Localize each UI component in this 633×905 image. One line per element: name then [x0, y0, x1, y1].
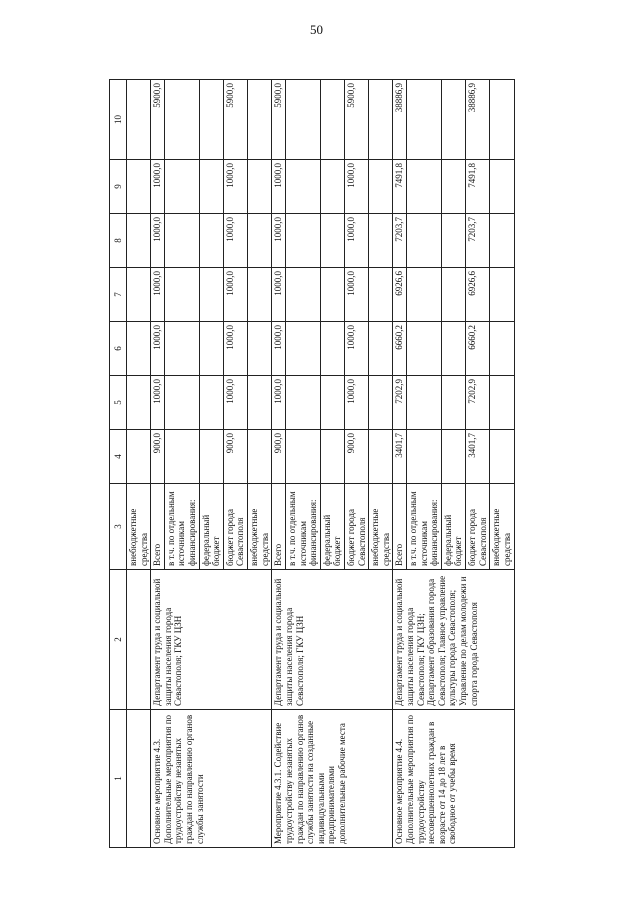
source-cell: внебюджетные средства	[127, 484, 151, 570]
value-cell	[441, 160, 465, 214]
source-cell: внебюджетные средства	[369, 484, 393, 570]
value-cell: 1000,0	[223, 160, 247, 214]
col-header: 8	[110, 214, 127, 268]
col-header: 3	[110, 484, 127, 570]
value-cell	[127, 430, 151, 484]
source-cell: внебюджетные средства	[248, 484, 272, 570]
executor-cell: Департамент труда и социальной защиты населения города Севастополя; ГКУ ЦЗН; Департамент образования города Севастополя; Главное управление культуры города Севастополя; Управление по делам молодежи и спорта города Севастополя	[393, 570, 514, 710]
value-cell: 38886,9	[393, 80, 407, 160]
table-row	[127, 80, 151, 848]
value-cell	[248, 430, 272, 484]
value-cell: 1000,0	[151, 160, 165, 214]
source-cell: Всего	[272, 484, 286, 570]
value-cell	[199, 376, 223, 430]
col-header: 7	[110, 268, 127, 322]
source-cell: в т.ч. по отдельным источникам финансирования:	[285, 484, 320, 570]
value-cell	[407, 160, 442, 214]
source-cell: в т.ч. по отдельным источникам финансирования:	[407, 484, 442, 570]
value-cell: 1000,0	[151, 322, 165, 376]
value-cell	[199, 322, 223, 376]
source-cell: внебюджетные средства	[490, 484, 514, 570]
value-cell: 6660,2	[393, 322, 407, 376]
value-cell	[407, 80, 442, 160]
source-cell: Всего	[151, 484, 165, 570]
value-cell	[369, 214, 393, 268]
value-cell: 7491,8	[466, 160, 490, 214]
value-cell	[127, 322, 151, 376]
value-cell	[490, 268, 514, 322]
value-cell	[127, 80, 151, 160]
value-cell: 7202,9	[466, 376, 490, 430]
value-cell: 1000,0	[344, 214, 368, 268]
col-header: 2	[110, 570, 127, 710]
value-cell: 6926,6	[466, 268, 490, 322]
value-cell	[164, 80, 199, 160]
value-cell	[407, 430, 442, 484]
value-cell: 1000,0	[151, 268, 165, 322]
value-cell: 7491,8	[393, 160, 407, 214]
value-cell	[127, 160, 151, 214]
value-cell: 1000,0	[151, 214, 165, 268]
value-cell: 900,0	[151, 430, 165, 484]
value-cell	[490, 322, 514, 376]
value-cell	[248, 376, 272, 430]
value-cell: 7202,9	[393, 376, 407, 430]
source-cell: федеральный бюджет	[441, 484, 465, 570]
value-cell	[164, 376, 199, 430]
value-cell	[490, 160, 514, 214]
value-cell: 1000,0	[223, 268, 247, 322]
value-cell: 1000,0	[272, 214, 286, 268]
value-cell	[369, 268, 393, 322]
col-header: 5	[110, 376, 127, 430]
value-cell	[369, 322, 393, 376]
executor-cell	[127, 570, 151, 710]
value-cell: 1000,0	[344, 322, 368, 376]
value-cell	[248, 80, 272, 160]
source-cell: бюджет города Севастополя	[223, 484, 247, 570]
value-cell	[164, 268, 199, 322]
value-cell	[248, 214, 272, 268]
funding-table	[109, 79, 515, 848]
value-cell	[164, 430, 199, 484]
value-cell: 1000,0	[344, 376, 368, 430]
activity-cell: Основное мероприятие 4.4. Дополнительные мероприятия по трудоустройству несовершеннолетних граждан в возрасте от 14 до 18 лет в свободное от учебы время	[393, 710, 514, 848]
value-cell	[320, 268, 344, 322]
value-cell: 3401,7	[466, 430, 490, 484]
value-cell: 7203,7	[466, 214, 490, 268]
value-cell	[320, 214, 344, 268]
value-cell	[164, 160, 199, 214]
value-cell	[248, 160, 272, 214]
table-row	[151, 80, 165, 848]
value-cell: 3401,7	[393, 430, 407, 484]
value-cell: 7203,7	[393, 214, 407, 268]
value-cell	[441, 322, 465, 376]
rotated-table-container	[109, 80, 614, 848]
value-cell	[407, 268, 442, 322]
value-cell	[199, 160, 223, 214]
value-cell	[320, 80, 344, 160]
value-cell: 5900,0	[344, 80, 368, 160]
value-cell	[285, 160, 320, 214]
header-row	[110, 80, 127, 848]
value-cell	[199, 268, 223, 322]
executor-cell: Департамент труда и социальной защиты населения города Севастополя; ГКУ ЦЗН	[272, 570, 393, 710]
value-cell	[285, 430, 320, 484]
value-cell	[199, 80, 223, 160]
value-cell	[441, 80, 465, 160]
source-cell: Всего	[393, 484, 407, 570]
value-cell: 900,0	[272, 430, 286, 484]
table-row	[272, 80, 286, 848]
col-header: 6	[110, 322, 127, 376]
value-cell: 5900,0	[151, 80, 165, 160]
col-header: 10	[110, 80, 127, 160]
value-cell	[369, 376, 393, 430]
source-cell: бюджет города Севастополя	[466, 484, 490, 570]
value-cell: 1000,0	[223, 376, 247, 430]
value-cell	[285, 80, 320, 160]
value-cell	[127, 214, 151, 268]
value-cell	[199, 214, 223, 268]
page-number: 50	[310, 22, 323, 37]
value-cell: 1000,0	[272, 268, 286, 322]
value-cell: 6926,6	[393, 268, 407, 322]
table-row	[393, 80, 407, 848]
source-cell: федеральный бюджет	[320, 484, 344, 570]
value-cell	[407, 322, 442, 376]
value-cell	[441, 376, 465, 430]
value-cell	[285, 268, 320, 322]
value-cell	[441, 430, 465, 484]
col-header: 4	[110, 430, 127, 484]
value-cell: 1000,0	[223, 322, 247, 376]
col-header: 9	[110, 160, 127, 214]
value-cell: 5900,0	[272, 80, 286, 160]
value-cell: 1000,0	[344, 268, 368, 322]
value-cell	[490, 214, 514, 268]
source-cell: федеральный бюджет	[199, 484, 223, 570]
value-cell: 38886,9	[466, 80, 490, 160]
value-cell: 900,0	[223, 430, 247, 484]
value-cell: 1000,0	[223, 214, 247, 268]
activity-cell: Основное мероприятие 4.3. Дополнительные мероприятия по трудоустройству незанятых граждан по направлению органов службы занятости	[151, 710, 272, 848]
value-cell	[441, 214, 465, 268]
value-cell: 1000,0	[272, 160, 286, 214]
value-cell	[164, 322, 199, 376]
value-cell	[320, 160, 344, 214]
value-cell: 1000,0	[344, 160, 368, 214]
value-cell: 6660,2	[466, 322, 490, 376]
value-cell	[369, 430, 393, 484]
value-cell	[441, 268, 465, 322]
col-header: 1	[110, 710, 127, 848]
value-cell	[320, 322, 344, 376]
value-cell	[285, 214, 320, 268]
value-cell	[248, 268, 272, 322]
value-cell: 1000,0	[272, 376, 286, 430]
value-cell: 5900,0	[223, 80, 247, 160]
value-cell	[369, 80, 393, 160]
value-cell	[320, 376, 344, 430]
value-cell	[369, 160, 393, 214]
executor-cell: Департамент труда и социальной защиты населения города Севастополя; ГКУ ЦЗН	[151, 570, 272, 710]
value-cell	[490, 80, 514, 160]
source-cell: в т.ч. по отдельным источникам финансирования:	[164, 484, 199, 570]
source-cell: бюджет города Севастополя	[344, 484, 368, 570]
value-cell	[127, 376, 151, 430]
value-cell	[285, 322, 320, 376]
value-cell	[164, 214, 199, 268]
value-cell: 900,0	[344, 430, 368, 484]
value-cell	[407, 214, 442, 268]
value-cell: 1000,0	[272, 322, 286, 376]
value-cell	[127, 268, 151, 322]
value-cell	[490, 376, 514, 430]
value-cell	[285, 376, 320, 430]
value-cell	[320, 430, 344, 484]
value-cell: 1000,0	[151, 376, 165, 430]
value-cell	[199, 430, 223, 484]
activity-cell: Мероприятие 4.3.1. Содействие трудоустройству незанятых граждан по направлению органов службы занятости на созданные индивидуальными предпринимателями дополнительные рабочие места	[272, 710, 393, 848]
value-cell	[248, 322, 272, 376]
activity-cell	[127, 710, 151, 848]
value-cell	[407, 376, 442, 430]
value-cell	[490, 430, 514, 484]
